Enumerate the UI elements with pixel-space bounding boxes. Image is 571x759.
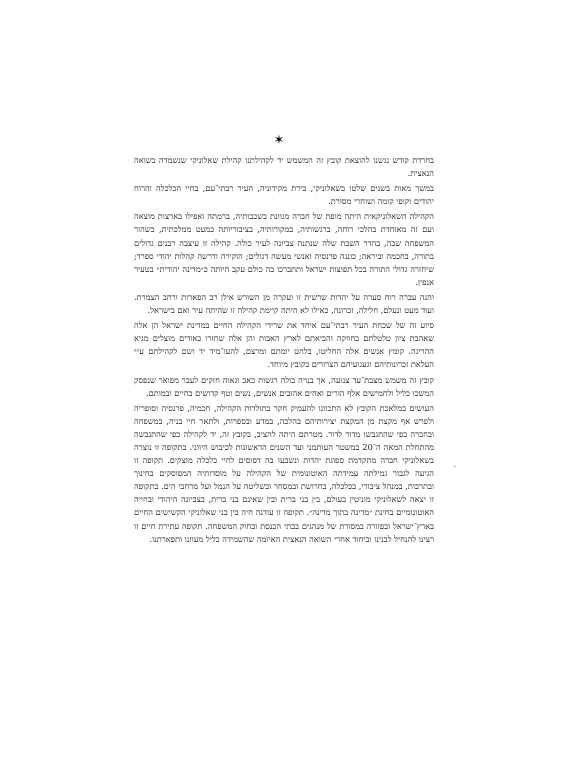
paragraph: והנה עברה רוח סערה על יהדות שרשית זו ועקרה מן השורש אילן רב הפארות ורחב הצמרת. ועוד מעט ונעלם, חלילה, זכרונה, כאילו לא היתה קיימת קהילה זו שהיתה עיר ואם בישראל.	[134, 291, 434, 316]
margin-tick: ´	[452, 466, 457, 476]
star-ornament: ✶	[273, 133, 285, 148]
paragraph: הקהילה השאלוניקאית היתה מופת של חברה מגוונת בשכבותיה, ברמתה ואפילו בארצות מוצאה ועם זה מאוחדת בהלכי רוחה, ברגשותיה, במקורותיה, בציבוריותה כמעט ממלכתית, כשהור המשפחה שבה, בהדר השבת שלה שנתנה צביונה לעיר כולה. קהילה זו עיצבה רבנים גדולים בתורה, בחכמה וביראה; כוננה פרנסיה ואנשי מעשה דגולים; הוקירה ודרשה קהלות יהודי ספרד; שיחזרה גדולי התורה בכל תפוצות ישראל ותתברכו בה כולם עקב היותה כ״מדינה יהודית״ בטעיר אנפין.	[134, 211, 434, 287]
paragraph: בחרדת קודש נגשנו להוצאת קובץ זה המשמש יד לקהילתנו קהילת שאלוניקי שנשמדה בשואה הנאצית.	[134, 155, 434, 179]
paragraph: במשך מאות בשנים שלטו בשאלוניקי, בירת מקידוניה, העיר רבתי־עם, בחיי הכלכלה והרוח יהודים וקופי קומה ושוחרי מסורת.	[134, 183, 434, 207]
body-text	[134, 154, 434, 548]
paragraph: קובץ זה משמש מצבת־עד צנועה, אך בנויה כולה רגשות כאב וגאוה חזקים לעבר מפואר שנפסק המשכו כליל ולחמישים אלף הורים ואחים אהובים אנשים, נשים וטף קדושים בחיים ובמותם.	[134, 374, 434, 398]
paragraph: סיוע זה של שכחת העיר רבתי־עם איחד את שרידי הקהילה החיים במדינת ישראל הן אלה שאהבת ציון טלטלתם בחוזקה והביאתם לארץ האבות והן אלה שחזרו כאודים מוצלים מגיא ההריגה. קומץ אנשים אלה החליטו, בלהט יומתם ומרצם, להעו־מיד יד ושם לקהילתם ע״י העלאת זכרונותיהם וגעגועיהם הצרורים בקובץ מיוחד.	[134, 320, 434, 370]
paragraph: העושים במלאכת הקובץ לא התכוונו להעמיק חקר בתולדות הקהילה, חכמיה, פרנסיה וסופריה ולפרש אף מקצת מן המקצת יצירותיהם בהלכה, במדע ובספרות, ולתאר חיי בניה, במשפחה ובחברה כפי שהתגבשו מדור לדור. מטרתם היתה להציב, בקובץ זה, יד לקהילה כפי שהתגבשה מהתחלת המאה ה־20 במשטר העותמני ועד השנים הראשונות לכיבוש היווני. בתקופה זו נוצרה בשאלוניקי חברה מתקדמת ספוגת יהדות ונשבעו בה דפוסים לחיי כלכלה מוצקים. תקופה זו הגיעה לגבור גמילתה עמידתה האוטונומית של הקהילה על מוסדותיה המפוסקים בחינוך ובתרבות, במנהל ציבורי, בכלכלה, בחרושת ובמסחר ובשליטה על הנמל ועל מרחבי הים. בתקופה זו יצאה לשאלוניקי מוניטין בעולם, בין בני ברית ובין שאינם בני ברית, בצביונה היהודי ובחייה האוטונומיים בחינת ״מדינה בתוך מדינה״. תקופה זו עודנה חיה בין בני שאלוניקי הקשישים החיים בארץ־ישראל ובפזורה במסורת של מנהגים בבתי הכנסת ובחוק המשפחה. תקופה עתירת חיים זו רצינו להנחיל לבנינו וביחוד אחרי השואה הנאצית האיומה שהשמידה כליל מעוזנו ותפארתנו.	[134, 402, 435, 544]
